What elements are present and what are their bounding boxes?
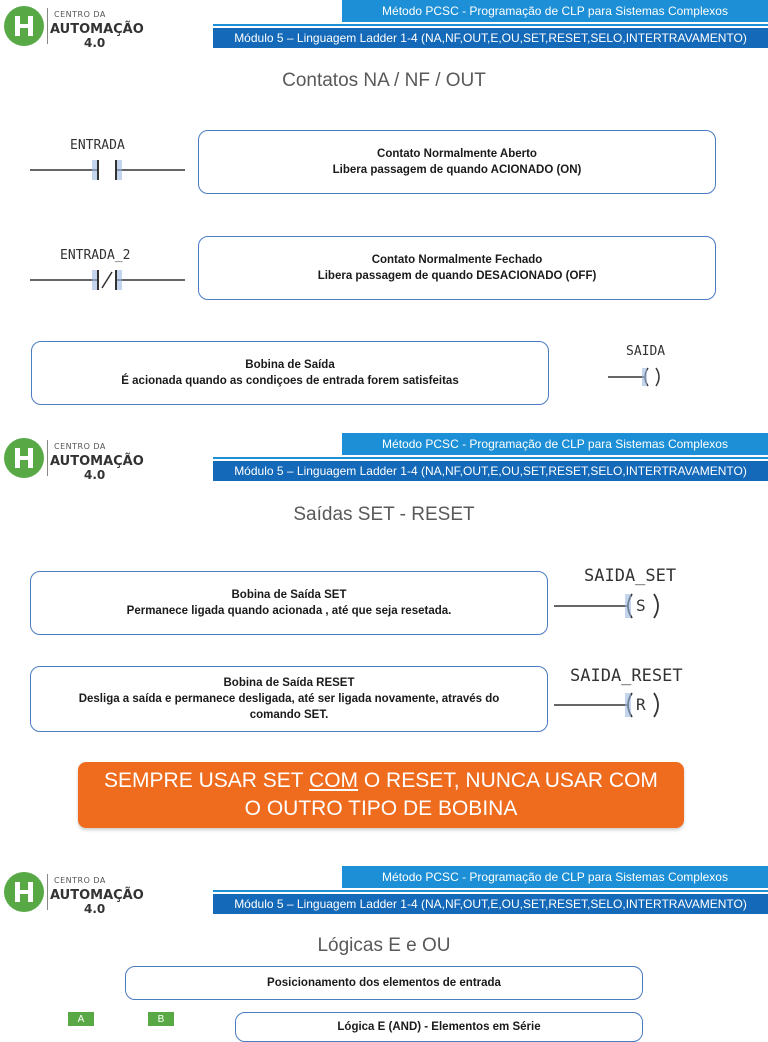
- reset-title: Bobina de Saída RESET: [223, 677, 355, 689]
- positioning-box: [125, 966, 643, 1000]
- na-contact-symbol: [30, 158, 190, 182]
- na-box: [198, 130, 716, 194]
- course-band: Método PCSC - Programação de CLP para Sistemas Complexos: [342, 433, 768, 455]
- reset-box: [30, 666, 548, 732]
- reset-desc: Desliga a saída e permanece desligada, até ser ligada novamente, através do comando SET.: [78, 693, 500, 721]
- set-coil-letter: S: [636, 596, 646, 615]
- positioning-text: Posicionamento dos elementos de entrada: [267, 977, 501, 989]
- logo-3: [4, 872, 144, 916]
- warn-before: SEMPRE USAR SET: [104, 769, 310, 792]
- logo-text-big: AUTOMAÇÃO: [50, 888, 144, 903]
- nf-desc: Libera passagem de quando DESACIONADO (OFF): [317, 270, 597, 282]
- logo-icon: [4, 438, 44, 478]
- warn-under: COM: [309, 769, 359, 792]
- slide2-title: Saídas SET - RESET: [293, 504, 475, 525]
- out-title: Bobina de Saída: [245, 359, 335, 371]
- out-coil-symbol: [608, 366, 678, 388]
- set-box: [30, 571, 548, 635]
- tag-a: A: [68, 1012, 94, 1026]
- slide3-title: Lógicas E e OU: [317, 935, 451, 956]
- logo-text-num: 4.0: [84, 468, 106, 482]
- logo-text-small: CENTRO DA: [54, 876, 106, 885]
- reset-coil-label: SAIDA_RESET: [570, 666, 683, 686]
- out-coil-label: SAIDA: [626, 344, 666, 359]
- logo: [4, 6, 144, 50]
- and-text: Lógica E (AND) - Elementos em Série: [337, 1021, 541, 1033]
- logo-text-small: CENTRO DA: [54, 442, 106, 451]
- nf-contact-label: ENTRADA_2: [60, 248, 131, 263]
- set-coil-symbol: [554, 592, 674, 620]
- out-desc: É acionada quando as condiçoes de entrada forem satisfeitas: [121, 375, 459, 387]
- module-band: Módulo 5 – Linguagem Ladder 1-4 (NA,NF,OUT,E,OU,SET,RESET,SELO,INTERTRAVAMENTO): [213, 461, 768, 481]
- logo-text-big: AUTOMAÇÃO: [50, 454, 144, 469]
- course-band: Método PCSC - Programação de CLP para Sistemas Complexos: [342, 0, 768, 22]
- nf-title: Contato Normalmente Fechado: [371, 254, 543, 266]
- set-desc: Permanece ligada quando acionada , até que seja resetada.: [126, 605, 452, 617]
- logo-text-small: CENTRO DA: [54, 10, 106, 19]
- tag-b: B: [148, 1012, 174, 1026]
- out-box: [31, 341, 549, 405]
- module-band: Módulo 5 – Linguagem Ladder 1-4 (NA,NF,OUT,E,OU,SET,RESET,SELO,INTERTRAVAMENTO): [213, 894, 768, 914]
- warning-banner: [78, 762, 684, 828]
- course-band: Método PCSC - Programação de CLP para Sistemas Complexos: [342, 866, 768, 888]
- na-desc: Libera passagem de quando ACIONADO (ON): [332, 164, 582, 176]
- reset-coil-symbol: [554, 691, 674, 719]
- nf-contact-symbol: [30, 268, 190, 292]
- logo-2: [4, 438, 144, 482]
- warn-after: O RESET, NUNCA USAR COM O OUTRO TIPO DE BOBINA: [244, 769, 658, 820]
- logo-text-num: 4.0: [84, 902, 106, 916]
- set-coil-label: SAIDA_SET: [584, 566, 677, 586]
- reset-coil-letter: R: [636, 695, 646, 714]
- logo-text-num: 4.0: [84, 36, 106, 50]
- and-box: [235, 1012, 643, 1042]
- nf-box: [198, 236, 716, 300]
- slide1-title: Contatos NA / NF / OUT: [282, 70, 486, 91]
- module-band: Módulo 5 – Linguagem Ladder 1-4 (NA,NF,OUT,E,OU,SET,RESET,SELO,INTERTRAVAMENTO): [213, 28, 768, 48]
- logo-text-big: AUTOMAÇÃO: [50, 22, 144, 37]
- na-contact-label: ENTRADA: [70, 138, 125, 153]
- set-title: Bobina de Saída SET: [231, 589, 347, 601]
- logo-icon: [4, 872, 44, 912]
- logo-icon: [4, 6, 44, 46]
- na-title: Contato Normalmente Aberto: [377, 148, 537, 160]
